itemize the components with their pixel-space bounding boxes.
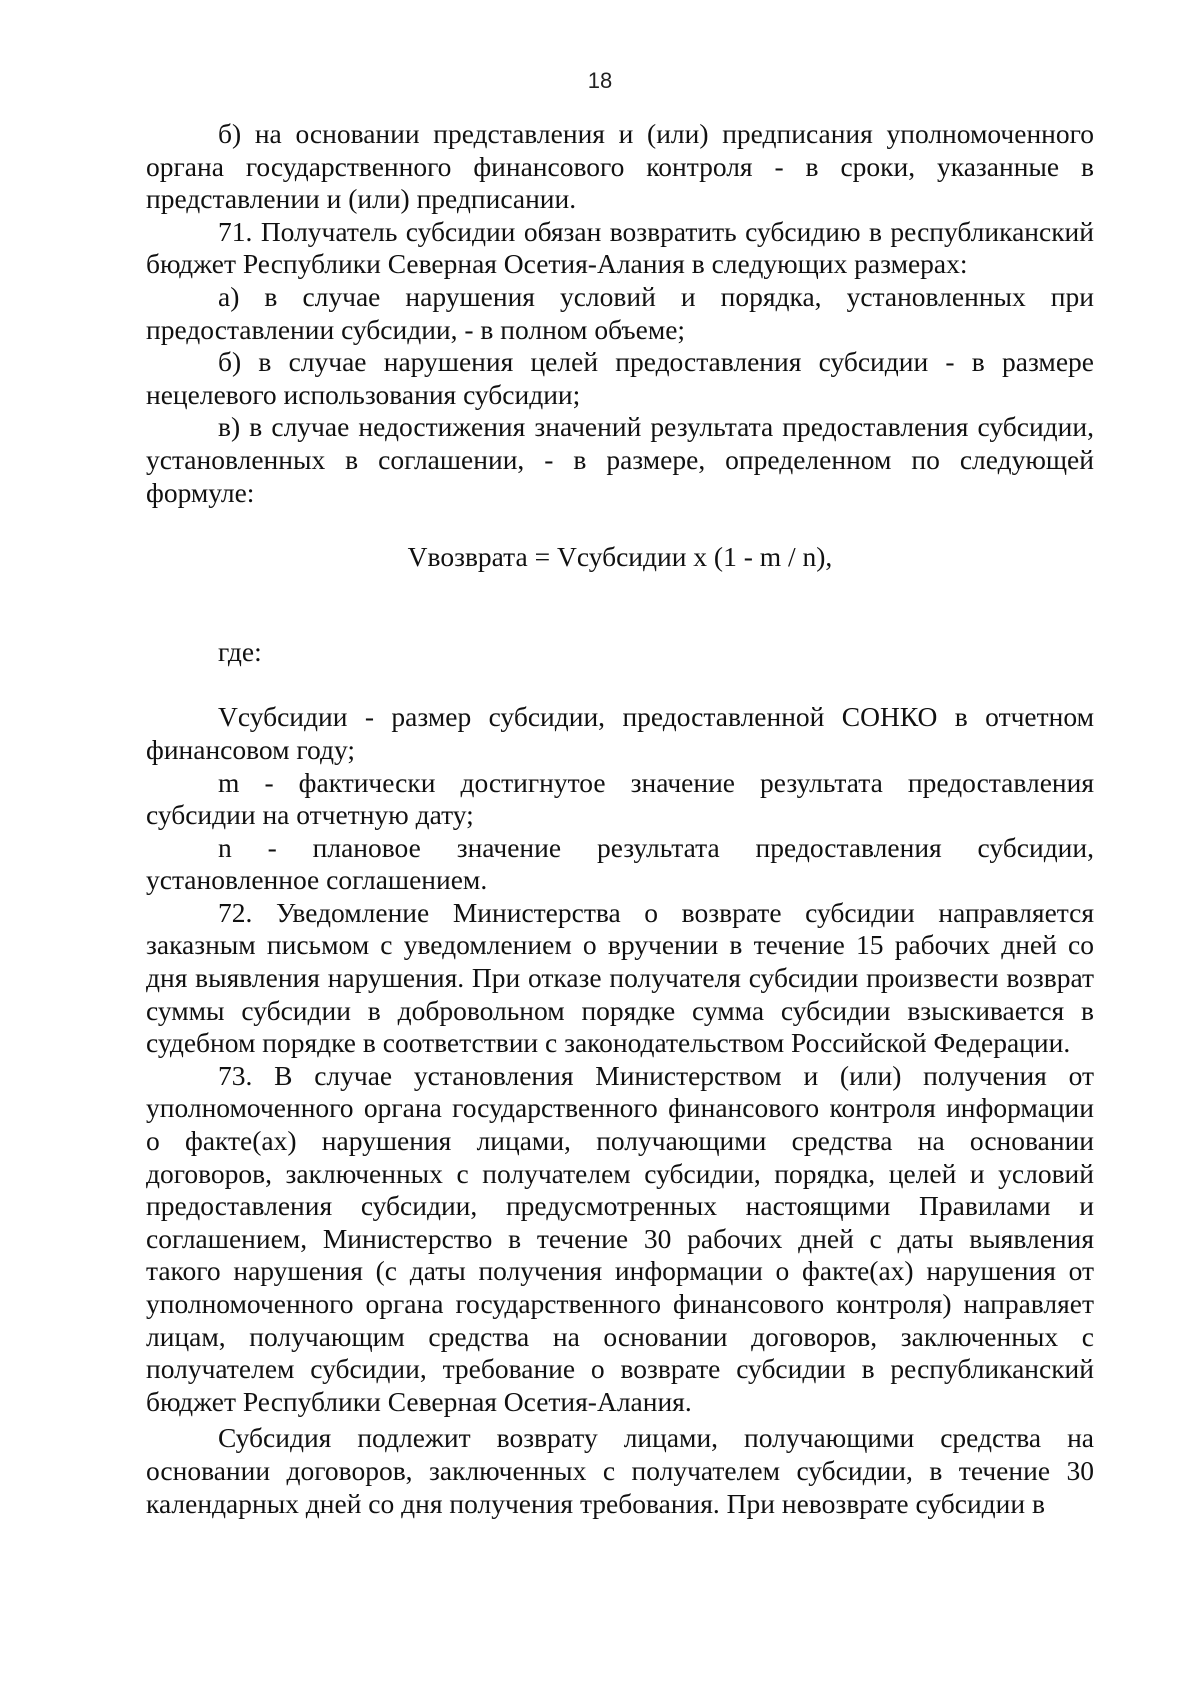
definition: n - плановое значение результата предоставления субсидии, установленное соглашением. — [146, 831, 1094, 896]
document-body — [146, 118, 1094, 1520]
paragraph: 73. В случае установления Министерством и (или) получения от уполномоченного органа государственного финансового контроля информации о факте(ах) нарушения лицами, получающими средства на основании договоров, заключенных с получателем субсидии, порядка, целей и условий предоставления субсидии, предусмотренных настоящими Правилами и соглашением, Министерство в течение 30 рабочих дней с даты выявления такого нарушения (с даты получения информации о факте(ах) нарушения от уполномоченного органа государственного финансового контроля) направляет лицам, получающим средства на основании договоров, заключенных с получателем субсидии, требование о возврате субсидии в республиканский бюджет Республики Северная Осетия-Алания. — [146, 1059, 1094, 1417]
page-number: 18 — [587, 68, 613, 93]
paragraph: в) в случае недостижения значений результата предоставления субсидии, установленных в соглашении, - в размере, определенном по следующей формуле: — [146, 411, 1094, 508]
paragraph: а) в случае нарушения условий и порядка, установленных при предоставлении субсидии, - в полном объеме; — [146, 280, 1094, 345]
definition: m - фактически достигнутое значение результата предоставления субсидии на отчетную дату; — [146, 766, 1094, 831]
formula: Vвозврата = Vсубсидии x (1 - m / n), — [407, 541, 833, 573]
paragraph: б) на основании представления и (или) предписания уполномоченного органа государственного финансового контроля - в сроки, указанные в представлении и (или) предписании. — [146, 118, 1094, 215]
paragraph: Субсидия подлежит возврату лицами, получающими средства на основании договоров, заключенных с получателем субсидии, в течение 30 календарных дней со дня получения требования. При невозврате субсидии в — [146, 1422, 1094, 1519]
where-label: где: — [218, 635, 262, 667]
definition: Vсубсидии - размер субсидии, предоставленной СОНКО в отчетном финансовом году; — [146, 701, 1094, 765]
paragraph: б) в случае нарушения целей предоставления субсидии - в размере нецелевого использования субсидии; — [146, 346, 1094, 410]
paragraph: 72. Уведомление Министерства о возврате субсидии направляется заказным письмом с уведомлением о вручении в течение 15 рабочих дней со дня выявления нарушения. При отказе получателя субсидии произвести возврат суммы субсидии в добровольном порядке сумма субсидии взыскивается в судебном порядке в соответствии с законодательством Российской Федерации. — [146, 896, 1094, 1059]
paragraph: 71. Получатель субсидии обязан возвратить субсидию в республиканский бюджет Республики Северная Осетия-Алания в следующих размерах: — [146, 215, 1094, 280]
